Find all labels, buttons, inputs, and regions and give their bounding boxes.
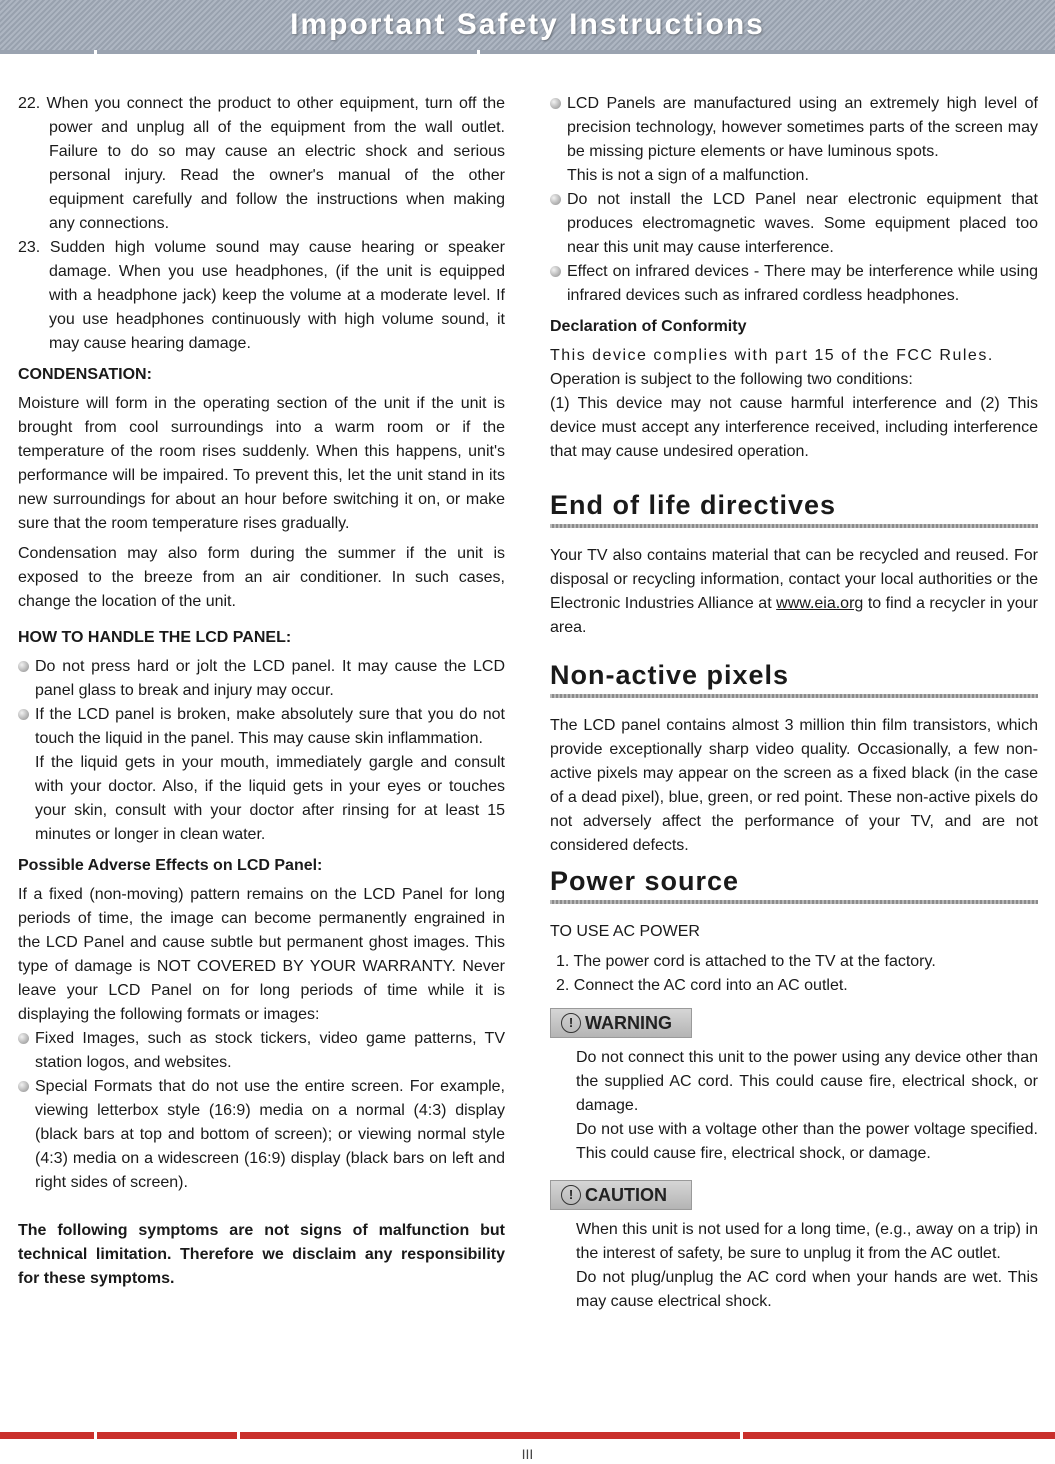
condensation-paragraph-1: Moisture will form in the operating section of the unit if the unit is brought from cool surroundings into a warm room or if the temperature of the room rises suddenly. When this happens, unit's performance will be impaired. To prevent this, let the unit stand in its new surroundings for about an hour before switching it on, or make sure that the room temperature rises gradually. bbox=[18, 395, 505, 532]
left-column bbox=[18, 92, 505, 1291]
power-step-2: 2. Connect the AC cord into an AC outlet. bbox=[556, 977, 848, 994]
list-item bbox=[550, 260, 1038, 308]
warning-text-2: Do not use with a voltage other than the power voltage specified. This could cause fire, electrical shock, or damage. bbox=[576, 1121, 1038, 1162]
conformity-heading: Declaration of Conformity bbox=[550, 318, 747, 335]
bullet-icon bbox=[550, 194, 561, 205]
footer-divider bbox=[0, 1432, 1055, 1439]
bullet-icon bbox=[18, 661, 29, 672]
page-title: Important Safety Instructions bbox=[290, 8, 765, 41]
eol-text-end: to find a recycler in your area. bbox=[550, 595, 1038, 636]
caution-text-1: When this unit is not used for a long time, (e.g., away on a trip) in the interest of safety, be sure to unplug it from the AC outlet. bbox=[576, 1221, 1038, 1262]
section-divider bbox=[550, 694, 1038, 698]
conformity-line-2: Operation is subject to the following two conditions: bbox=[550, 371, 913, 388]
bullet-text: Do not install the LCD Panel near electronic equipment that produces electromagnetic waves. Some equipment placed too near this unit may cause interference. bbox=[567, 191, 1038, 256]
caution-text-2: Do not plug/unplug the AC cord when your hands are wet. This may cause electrical shock. bbox=[576, 1269, 1038, 1310]
bullet-text: Special Formats that do not use the entire screen. For example, viewing letterbox style (16:9) media on a normal (4:3) display (black bars at top and bottom of screen); or viewing normal style (4:3) media on a widescreen (16:9) display (black bars on left and right sides of screen). bbox=[35, 1078, 505, 1191]
warning-label: WARNING bbox=[585, 1013, 672, 1033]
item-number: 22. bbox=[18, 95, 41, 112]
end-of-life-paragraph bbox=[550, 544, 1038, 640]
bullet-icon bbox=[550, 266, 561, 277]
bullet-text: Effect on infrared devices - There may be interference while using infrared devices such as infrared cordless headphones. bbox=[567, 263, 1038, 304]
disclaimer-paragraph: The following symptoms are not signs of malfunction but technical limitation. Therefore we disclaim any responsibility for these symptoms. bbox=[18, 1222, 505, 1287]
bullet-text: Fixed Images, such as stock tickers, video game patterns, TV station logos, and websites. bbox=[35, 1030, 505, 1071]
bullet-icon bbox=[550, 98, 561, 109]
eol-text: Your TV also contains material that can be recycled and reused. For disposal or recycling information, contact your local authorities or the Electronic Industries Alliance at bbox=[550, 547, 1038, 612]
list-item bbox=[18, 703, 505, 847]
power-step-1: 1. The power cord is attached to the TV at the factory. bbox=[556, 953, 936, 970]
lcd-handling-heading: HOW TO HANDLE THE LCD PANEL: bbox=[18, 629, 292, 646]
caution-badge bbox=[550, 1180, 692, 1210]
numbered-item-23 bbox=[18, 236, 505, 356]
header-divider bbox=[0, 50, 1055, 54]
item-number: 23. bbox=[18, 239, 41, 256]
bullet-icon bbox=[18, 1081, 29, 1092]
bullet-text: LCD Panels are manufactured using an extremely high level of precision technology, however sometimes parts of the screen may be missing picture elements or have luminous spots. bbox=[567, 95, 1038, 160]
bullet-text-continued: If the liquid gets in your mouth, immediately gargle and consult with your doctor. Also, if the liquid gets in your eyes or touches your skin, consult with your doctor after rinsing for at least 15 minutes or longer in clean water. bbox=[35, 754, 505, 843]
item-text: When you connect the product to other equipment, turn off the power and unplug all of the equipment from the wall outlet. Failure to do so may cause an electric shock and serious personal injury. Read the owner's manual of the other equipment carefully and follow the instructions when making any connections. bbox=[46, 95, 505, 232]
warning-text-block bbox=[550, 1046, 1038, 1166]
bullet-icon bbox=[18, 709, 29, 720]
section-title-power-source: Power source bbox=[550, 866, 740, 896]
header-banner bbox=[0, 0, 1055, 50]
section-title-end-of-life: End of life directives bbox=[550, 490, 837, 520]
caution-text-block bbox=[550, 1218, 1038, 1314]
warning-badge bbox=[550, 1008, 692, 1038]
list-item bbox=[18, 1075, 505, 1195]
power-steps bbox=[550, 950, 1038, 998]
page-number: III bbox=[521, 1446, 534, 1462]
section-divider bbox=[550, 524, 1038, 528]
power-subtitle: TO USE AC POWER bbox=[550, 923, 700, 940]
bullet-text-continued: This is not a sign of a malfunction. bbox=[567, 167, 809, 184]
conformity-line-3: (1) This device may not cause harmful interference and (2) This device must accept any interference received, including interference that may cause undesired operation. bbox=[550, 395, 1038, 460]
list-item bbox=[550, 92, 1038, 188]
numbered-item-22 bbox=[18, 92, 505, 236]
non-active-pixels-paragraph: The LCD panel contains almost 3 million thin film transistors, which provide exceptionally sharp video quality. Occasionally, a few non-active pixels may appear on the screen as a fixed black (in the case of a dead pixel), blue, green, or red point. These non-active pixels do not adversely affect the performance of your TV, and are not considered defects. bbox=[550, 717, 1038, 854]
section-divider bbox=[550, 900, 1038, 904]
eia-link[interactable]: www.eia.org bbox=[776, 595, 864, 612]
item-text: Sudden high volume sound may cause hearing or speaker damage. When you use headphones, (if the unit is equipped with a headphone jack) keep the volume at a moderate level. If you use headphones continuously with high volume sound, it may cause hearing damage. bbox=[49, 239, 505, 352]
list-item bbox=[18, 1027, 505, 1075]
caution-label: CAUTION bbox=[585, 1185, 667, 1205]
conformity-line-1: This device complies with part 15 of the FCC Rules. bbox=[550, 347, 994, 364]
condensation-paragraph-2: Condensation may also form during the summer if the unit is exposed to the breeze from an air conditioner. In such cases, change the location of the unit. bbox=[18, 545, 505, 610]
bullet-icon bbox=[18, 1033, 29, 1044]
bullet-text: Do not press hard or jolt the LCD panel. It may cause the LCD panel glass to break and injury may occur. bbox=[35, 658, 505, 699]
adverse-effects-heading: Possible Adverse Effects on LCD Panel: bbox=[18, 857, 323, 874]
exclamation-circle-icon: ! bbox=[561, 1013, 581, 1033]
warning-text-1: Do not connect this unit to the power using any device other than the supplied AC cord. This could cause fire, electrical shock, or damage. bbox=[576, 1049, 1038, 1114]
exclamation-circle-icon: ! bbox=[561, 1185, 581, 1205]
adverse-effects-paragraph: If a fixed (non-moving) pattern remains on the LCD Panel for long periods of time, the image can become permanently engrained in the LCD Panel and cause subtle but permanent ghost images. This type of damage is NOT COVERED BY YOUR WARRANTY. Never leave your LCD Panel on for long periods of time while it is displaying the following formats or images: bbox=[18, 886, 505, 1023]
list-item bbox=[18, 655, 505, 703]
section-title-non-active-pixels: Non-active pixels bbox=[550, 660, 790, 690]
condensation-heading: CONDENSATION: bbox=[18, 366, 152, 383]
right-column bbox=[550, 92, 1038, 1314]
bullet-text: If the LCD panel is broken, make absolutely sure that you do not touch the liquid in the panel. This may cause skin inflammation. bbox=[35, 706, 505, 747]
list-item bbox=[550, 188, 1038, 260]
